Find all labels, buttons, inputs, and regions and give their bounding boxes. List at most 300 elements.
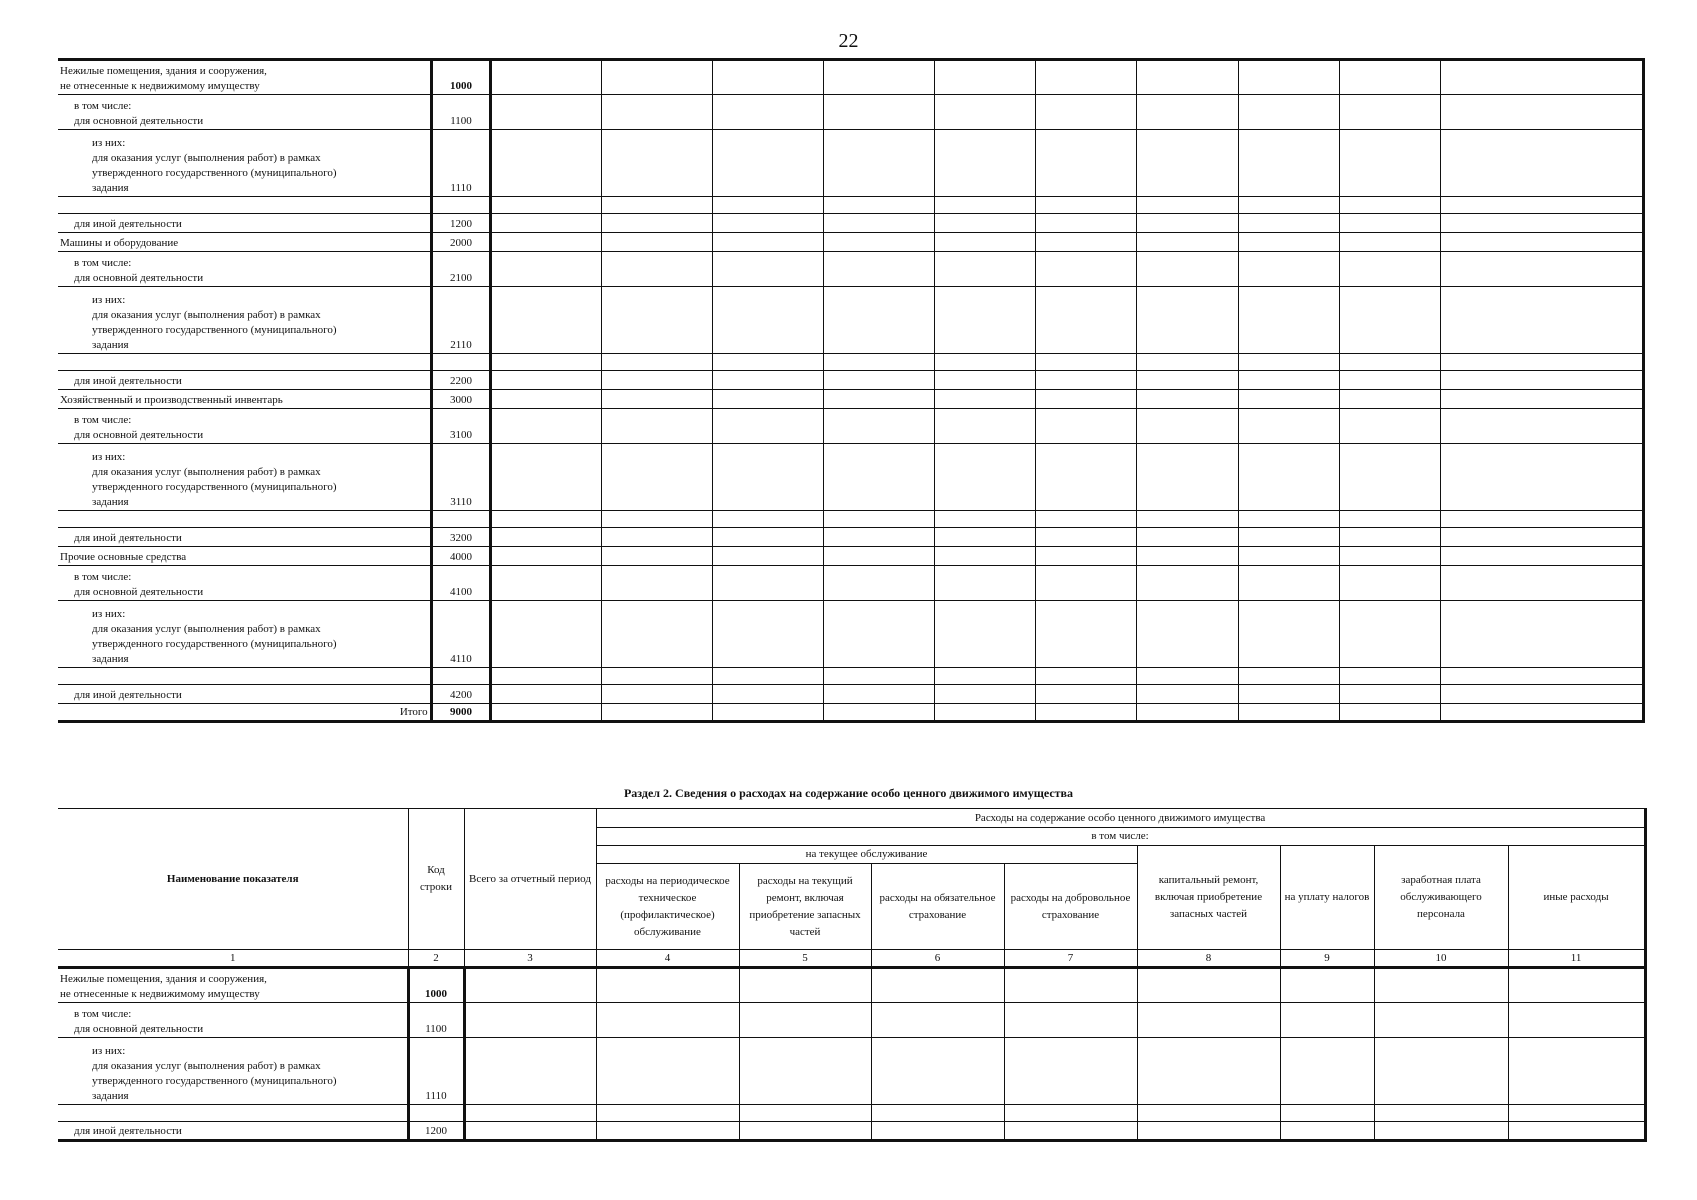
value-cell[interactable]: [1238, 130, 1339, 197]
value-cell[interactable]: [491, 444, 602, 511]
row-label-line: задания: [92, 496, 129, 508]
row-code: 3200: [431, 528, 491, 547]
value-cell[interactable]: [491, 130, 602, 197]
value-cell[interactable]: [934, 60, 1035, 95]
table-row: [58, 601, 1644, 668]
row-code: 1000: [431, 60, 491, 95]
value-cell[interactable]: [739, 1105, 871, 1122]
value-cell[interactable]: [1137, 130, 1238, 197]
value-cell[interactable]: [1004, 1038, 1137, 1105]
value-cell[interactable]: [871, 1038, 1004, 1105]
value-cell[interactable]: [1441, 130, 1644, 197]
row-code: 4100: [431, 566, 491, 601]
value-cell[interactable]: [1137, 354, 1238, 371]
value-cell[interactable]: [1137, 528, 1238, 547]
value-cell[interactable]: [739, 968, 871, 1003]
value-cell[interactable]: [824, 214, 935, 233]
row-label-line: для иной деятельности: [74, 375, 182, 387]
value-cell[interactable]: [602, 685, 713, 704]
row-label-line: в том числе:: [74, 257, 132, 269]
value-cell[interactable]: [1340, 668, 1441, 685]
value-cell[interactable]: [934, 233, 1035, 252]
value-cell[interactable]: [824, 601, 935, 668]
row-label: [58, 444, 431, 511]
value-cell[interactable]: [1036, 354, 1137, 371]
value-cell[interactable]: [934, 371, 1035, 390]
page-number: 22: [838, 30, 859, 52]
value-cell[interactable]: [1508, 1003, 1645, 1038]
value-cell[interactable]: [934, 511, 1035, 528]
table-row: [58, 685, 1644, 704]
table-row: [58, 566, 1644, 601]
value-cell[interactable]: [1036, 685, 1137, 704]
value-cell[interactable]: [1238, 511, 1339, 528]
value-cell[interactable]: [1441, 371, 1644, 390]
value-cell[interactable]: [713, 444, 824, 511]
value-cell[interactable]: [1238, 60, 1339, 95]
value-cell[interactable]: [596, 1003, 739, 1038]
column-number: 4: [596, 950, 739, 968]
value-cell[interactable]: [491, 197, 602, 214]
value-cell[interactable]: [824, 390, 935, 409]
value-cell[interactable]: [1441, 409, 1644, 444]
value-cell[interactable]: [1137, 685, 1238, 704]
value-cell[interactable]: [824, 287, 935, 354]
value-cell[interactable]: [871, 1003, 1004, 1038]
value-cell[interactable]: [1036, 547, 1137, 566]
value-cell[interactable]: [491, 233, 602, 252]
value-cell[interactable]: [1036, 444, 1137, 511]
value-cell[interactable]: [1340, 287, 1441, 354]
value-cell[interactable]: [602, 704, 713, 722]
value-cell[interactable]: [1340, 601, 1441, 668]
value-cell[interactable]: [1036, 197, 1137, 214]
value-cell[interactable]: [464, 1122, 596, 1141]
value-cell[interactable]: [1137, 60, 1238, 95]
value-cell[interactable]: [1137, 566, 1238, 601]
value-cell[interactable]: [596, 968, 739, 1003]
value-cell[interactable]: [1340, 95, 1441, 130]
value-cell[interactable]: [1441, 252, 1644, 287]
value-cell[interactable]: [602, 287, 713, 354]
value-cell[interactable]: [1280, 1105, 1374, 1122]
value-cell[interactable]: [491, 214, 602, 233]
table-row: [58, 95, 1644, 130]
row-label: [58, 968, 408, 1003]
value-cell[interactable]: [934, 214, 1035, 233]
value-cell[interactable]: [491, 252, 602, 287]
value-cell[interactable]: [1137, 1122, 1280, 1141]
value-cell[interactable]: [713, 197, 824, 214]
table-row: [58, 130, 1644, 197]
value-cell[interactable]: [713, 601, 824, 668]
value-cell[interactable]: [713, 130, 824, 197]
value-cell[interactable]: [1137, 214, 1238, 233]
value-cell[interactable]: [602, 252, 713, 287]
value-cell[interactable]: [934, 95, 1035, 130]
value-cell[interactable]: [1137, 704, 1238, 722]
value-cell[interactable]: [1441, 511, 1644, 528]
value-cell[interactable]: [1340, 214, 1441, 233]
value-cell[interactable]: [1441, 354, 1644, 371]
row-label: [58, 511, 431, 528]
value-cell[interactable]: [1137, 601, 1238, 668]
value-cell[interactable]: [713, 511, 824, 528]
value-cell[interactable]: [1374, 1105, 1508, 1122]
value-cell[interactable]: [1036, 371, 1137, 390]
value-cell[interactable]: [1340, 233, 1441, 252]
value-cell[interactable]: [596, 1105, 739, 1122]
value-cell[interactable]: [934, 685, 1035, 704]
value-cell[interactable]: [1508, 1038, 1645, 1105]
value-cell[interactable]: [1036, 668, 1137, 685]
row-label-line: для оказания услуг (выполнения работ) в рамках: [92, 466, 321, 478]
value-cell[interactable]: [491, 371, 602, 390]
value-cell[interactable]: [1137, 95, 1238, 130]
value-cell[interactable]: [1036, 287, 1137, 354]
value-cell[interactable]: [1238, 566, 1339, 601]
value-cell[interactable]: [824, 511, 935, 528]
value-cell[interactable]: [824, 528, 935, 547]
value-cell[interactable]: [1238, 409, 1339, 444]
value-cell[interactable]: [1340, 390, 1441, 409]
value-cell[interactable]: [934, 287, 1035, 354]
value-cell[interactable]: [1004, 1105, 1137, 1122]
value-cell[interactable]: [491, 685, 602, 704]
value-cell[interactable]: [824, 566, 935, 601]
value-cell[interactable]: [1441, 528, 1644, 547]
value-cell[interactable]: [1238, 371, 1339, 390]
value-cell[interactable]: [602, 668, 713, 685]
value-cell[interactable]: [1340, 60, 1441, 95]
row-label-line: задания: [92, 182, 129, 194]
value-cell[interactable]: [491, 601, 602, 668]
value-cell[interactable]: [464, 968, 596, 1003]
value-cell[interactable]: [1036, 511, 1137, 528]
value-cell[interactable]: [824, 60, 935, 95]
value-cell[interactable]: [1137, 409, 1238, 444]
value-cell[interactable]: [739, 1038, 871, 1105]
value-cell[interactable]: [824, 233, 935, 252]
value-cell[interactable]: [1137, 444, 1238, 511]
value-cell[interactable]: [824, 130, 935, 197]
value-cell[interactable]: [1441, 287, 1644, 354]
value-cell[interactable]: [1137, 233, 1238, 252]
value-cell[interactable]: [739, 1122, 871, 1141]
value-cell[interactable]: [1374, 1122, 1508, 1141]
value-cell[interactable]: [1508, 1122, 1645, 1141]
value-cell[interactable]: [1280, 1122, 1374, 1141]
value-cell[interactable]: [1374, 1038, 1508, 1105]
value-cell[interactable]: [1137, 287, 1238, 354]
value-cell[interactable]: [713, 252, 824, 287]
value-cell[interactable]: [1238, 528, 1339, 547]
value-cell[interactable]: [934, 601, 1035, 668]
value-cell[interactable]: [596, 1122, 739, 1141]
value-cell[interactable]: [934, 444, 1035, 511]
table-row: [58, 252, 1644, 287]
value-cell[interactable]: [934, 528, 1035, 547]
value-cell[interactable]: [1238, 390, 1339, 409]
value-cell[interactable]: [1340, 444, 1441, 511]
value-cell[interactable]: [1340, 685, 1441, 704]
value-cell[interactable]: [713, 214, 824, 233]
value-cell[interactable]: [934, 409, 1035, 444]
row-label-line: в том числе:: [74, 414, 132, 426]
value-cell[interactable]: [1508, 968, 1645, 1003]
value-cell[interactable]: [824, 371, 935, 390]
value-cell[interactable]: [491, 528, 602, 547]
value-cell[interactable]: [464, 1003, 596, 1038]
value-cell[interactable]: [491, 704, 602, 722]
value-cell[interactable]: [1374, 1003, 1508, 1038]
value-cell[interactable]: [1340, 197, 1441, 214]
table-row: [58, 409, 1644, 444]
value-cell[interactable]: [871, 1122, 1004, 1141]
value-cell[interactable]: [1374, 968, 1508, 1003]
value-cell[interactable]: [713, 685, 824, 704]
value-cell[interactable]: [1036, 528, 1137, 547]
value-cell[interactable]: [824, 704, 935, 722]
value-cell[interactable]: [713, 390, 824, 409]
value-cell[interactable]: [739, 1003, 871, 1038]
value-cell[interactable]: [1137, 197, 1238, 214]
value-cell[interactable]: [602, 95, 713, 130]
value-cell[interactable]: [1238, 704, 1339, 722]
row-label: [58, 214, 431, 233]
value-cell[interactable]: [824, 668, 935, 685]
value-cell[interactable]: [1238, 252, 1339, 287]
row-label-line: для иной деятельности: [74, 689, 182, 701]
value-cell[interactable]: [1441, 601, 1644, 668]
value-cell[interactable]: [1004, 1003, 1137, 1038]
value-cell[interactable]: [1238, 547, 1339, 566]
value-cell[interactable]: [602, 511, 713, 528]
value-cell[interactable]: [1441, 566, 1644, 601]
value-cell[interactable]: [1441, 95, 1644, 130]
value-cell[interactable]: [602, 444, 713, 511]
value-cell[interactable]: [1036, 60, 1137, 95]
value-cell[interactable]: [491, 390, 602, 409]
row-label-line: в том числе:: [74, 1008, 132, 1020]
value-cell[interactable]: [1238, 95, 1339, 130]
value-cell[interactable]: [934, 197, 1035, 214]
value-cell[interactable]: [1036, 95, 1137, 130]
value-cell[interactable]: [602, 197, 713, 214]
header-col5: расходы на текущий ремонт, включая приобретение запасных частей: [739, 864, 871, 950]
table-row: [58, 60, 1644, 95]
value-cell[interactable]: [824, 444, 935, 511]
header-col11: иные расходы: [1508, 846, 1645, 950]
value-cell[interactable]: [1238, 668, 1339, 685]
value-cell[interactable]: [1137, 1003, 1280, 1038]
value-cell[interactable]: [1036, 409, 1137, 444]
value-cell[interactable]: [464, 1038, 596, 1105]
value-cell[interactable]: [934, 566, 1035, 601]
value-cell[interactable]: [713, 233, 824, 252]
value-cell[interactable]: [713, 528, 824, 547]
value-cell[interactable]: [713, 547, 824, 566]
value-cell[interactable]: [713, 566, 824, 601]
value-cell[interactable]: [1238, 354, 1339, 371]
value-cell[interactable]: [1340, 704, 1441, 722]
value-cell[interactable]: [713, 668, 824, 685]
value-cell[interactable]: [934, 668, 1035, 685]
value-cell[interactable]: [602, 390, 713, 409]
value-cell[interactable]: [1441, 685, 1644, 704]
value-cell[interactable]: [602, 528, 713, 547]
header-name: Наименование показателя: [58, 809, 408, 950]
value-cell[interactable]: [602, 371, 713, 390]
value-cell[interactable]: [934, 547, 1035, 566]
value-cell[interactable]: [824, 197, 935, 214]
value-cell[interactable]: [1340, 528, 1441, 547]
value-cell[interactable]: [824, 547, 935, 566]
header-total: Всего за отчетный период: [464, 809, 596, 950]
value-cell[interactable]: [713, 409, 824, 444]
row-label: [58, 287, 431, 354]
value-cell[interactable]: [713, 60, 824, 95]
value-cell[interactable]: [491, 60, 602, 95]
value-cell[interactable]: [596, 1038, 739, 1105]
value-cell[interactable]: [602, 354, 713, 371]
value-cell[interactable]: [602, 547, 713, 566]
value-cell[interactable]: [1238, 233, 1339, 252]
value-cell[interactable]: [713, 95, 824, 130]
value-cell[interactable]: [602, 214, 713, 233]
value-cell[interactable]: [602, 60, 713, 95]
column-number: 7: [1004, 950, 1137, 968]
value-cell[interactable]: [1280, 968, 1374, 1003]
value-cell[interactable]: [1280, 1003, 1374, 1038]
value-cell[interactable]: [1036, 233, 1137, 252]
value-cell[interactable]: [1340, 511, 1441, 528]
table-row: [58, 1122, 1645, 1141]
value-cell[interactable]: [1441, 704, 1644, 722]
value-cell[interactable]: [1340, 354, 1441, 371]
value-cell[interactable]: [1137, 547, 1238, 566]
value-cell[interactable]: [491, 547, 602, 566]
value-cell[interactable]: [1036, 390, 1137, 409]
value-cell[interactable]: [1340, 130, 1441, 197]
value-cell[interactable]: [1441, 60, 1644, 95]
value-cell[interactable]: [602, 409, 713, 444]
row-label-line: задания: [92, 1090, 129, 1102]
value-cell[interactable]: [491, 566, 602, 601]
value-cell[interactable]: [1441, 233, 1644, 252]
value-cell[interactable]: [1441, 390, 1644, 409]
row-label-line: для оказания услуг (выполнения работ) в рамках: [92, 623, 321, 635]
row-label-line: задания: [92, 653, 129, 665]
table-row: [58, 528, 1644, 547]
value-cell[interactable]: [1441, 444, 1644, 511]
value-cell[interactable]: [491, 287, 602, 354]
value-cell[interactable]: [1036, 130, 1137, 197]
value-cell[interactable]: [713, 704, 824, 722]
value-cell[interactable]: [934, 390, 1035, 409]
value-cell[interactable]: [1004, 968, 1137, 1003]
value-cell[interactable]: [491, 511, 602, 528]
value-cell[interactable]: [1340, 252, 1441, 287]
value-cell[interactable]: [1441, 547, 1644, 566]
value-cell[interactable]: [1137, 968, 1280, 1003]
value-cell[interactable]: [491, 409, 602, 444]
value-cell[interactable]: [602, 233, 713, 252]
row-label: [58, 390, 431, 409]
value-cell[interactable]: [1238, 685, 1339, 704]
value-cell[interactable]: [1340, 409, 1441, 444]
value-cell[interactable]: [934, 704, 1035, 722]
value-cell[interactable]: [1508, 1105, 1645, 1122]
value-cell[interactable]: [602, 601, 713, 668]
value-cell[interactable]: [1036, 601, 1137, 668]
value-cell[interactable]: [713, 371, 824, 390]
value-cell[interactable]: [1137, 390, 1238, 409]
table-row: [58, 1003, 1645, 1038]
value-cell[interactable]: [1441, 197, 1644, 214]
value-cell[interactable]: [1340, 547, 1441, 566]
value-cell[interactable]: [1137, 668, 1238, 685]
value-cell[interactable]: [1441, 214, 1644, 233]
value-cell[interactable]: [824, 95, 935, 130]
value-cell[interactable]: [602, 566, 713, 601]
value-cell[interactable]: [1036, 704, 1137, 722]
value-cell[interactable]: [1340, 371, 1441, 390]
value-cell[interactable]: [713, 354, 824, 371]
value-cell[interactable]: [1340, 566, 1441, 601]
value-cell[interactable]: [824, 252, 935, 287]
value-cell[interactable]: [1280, 1038, 1374, 1105]
value-cell[interactable]: [1137, 1038, 1280, 1105]
value-cell[interactable]: [713, 287, 824, 354]
spacer-row: [58, 511, 1644, 528]
value-cell[interactable]: [1238, 444, 1339, 511]
row-label-line: из них:: [92, 608, 126, 620]
table-row: [58, 287, 1644, 354]
value-cell[interactable]: [1137, 252, 1238, 287]
total-row: [58, 704, 1644, 722]
value-cell[interactable]: [464, 1105, 596, 1122]
value-cell[interactable]: [491, 668, 602, 685]
value-cell[interactable]: [1004, 1122, 1137, 1141]
value-cell[interactable]: [1036, 214, 1137, 233]
value-cell[interactable]: [934, 252, 1035, 287]
value-cell[interactable]: [871, 1105, 1004, 1122]
value-cell[interactable]: [1137, 1105, 1280, 1122]
value-cell[interactable]: [491, 354, 602, 371]
row-label: [58, 1003, 408, 1038]
value-cell[interactable]: [1238, 601, 1339, 668]
value-cell[interactable]: [1238, 214, 1339, 233]
table-row: [58, 547, 1644, 566]
value-cell[interactable]: [1036, 566, 1137, 601]
value-cell[interactable]: [934, 354, 1035, 371]
value-cell[interactable]: [1238, 197, 1339, 214]
value-cell[interactable]: [824, 685, 935, 704]
value-cell[interactable]: [824, 409, 935, 444]
value-cell[interactable]: [491, 95, 602, 130]
value-cell[interactable]: [1238, 287, 1339, 354]
value-cell[interactable]: [1137, 511, 1238, 528]
value-cell[interactable]: [1137, 371, 1238, 390]
row-code: 1100: [408, 1003, 464, 1038]
value-cell[interactable]: [1441, 668, 1644, 685]
value-cell[interactable]: [824, 354, 935, 371]
value-cell[interactable]: [934, 130, 1035, 197]
value-cell[interactable]: [1036, 252, 1137, 287]
value-cell[interactable]: [602, 130, 713, 197]
value-cell[interactable]: [871, 968, 1004, 1003]
